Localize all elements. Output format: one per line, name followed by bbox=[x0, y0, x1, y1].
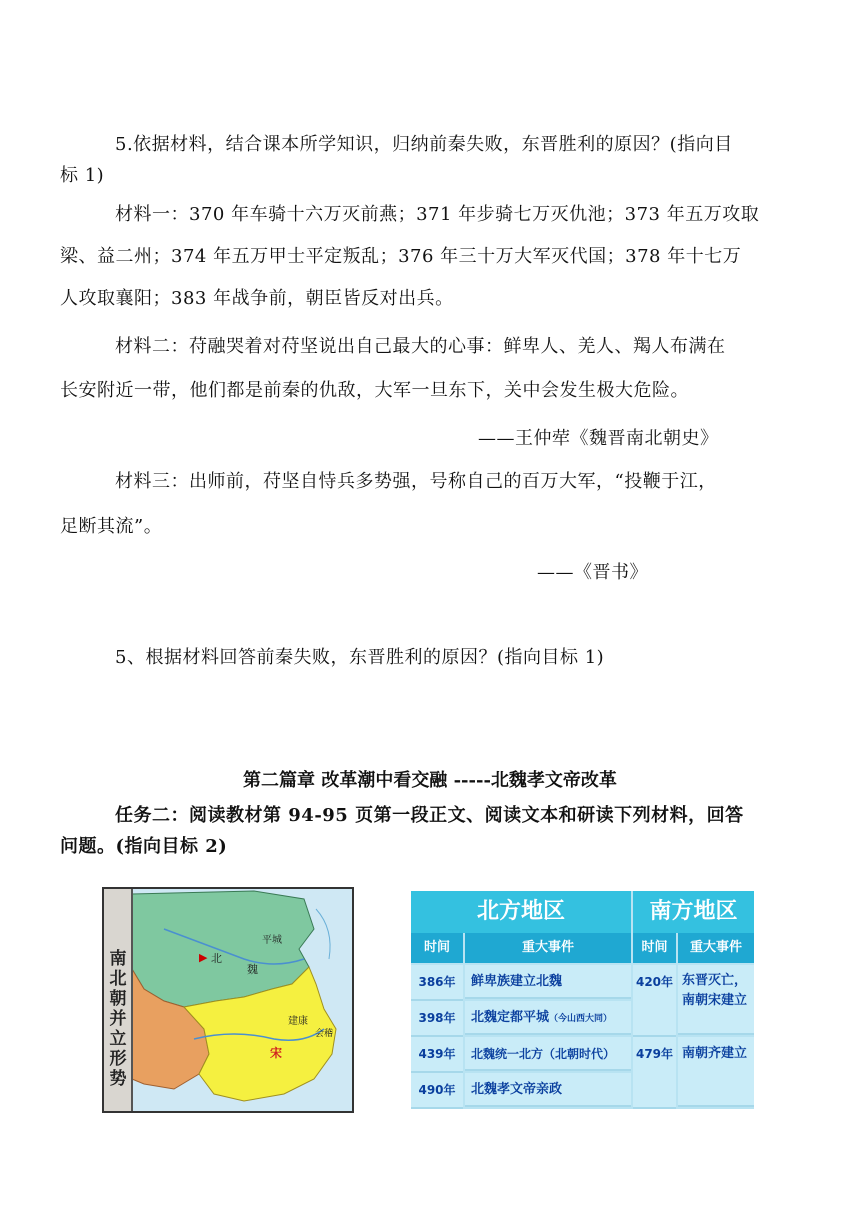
map-title-bar bbox=[104, 889, 133, 1111]
north-row-4-event: 北魏孝文帝亲政 bbox=[465, 1073, 631, 1107]
south-col-time: 时间 bbox=[633, 933, 676, 963]
answer-prompt: 5、根据材料回答前秦失败，东晋胜利的原因？(指向目标 1) bbox=[115, 647, 605, 668]
material-3-source: ——《晋书》 bbox=[537, 562, 648, 583]
material-1-line3: 人攻取襄阳；383 年战争前，朝臣皆反对出兵。 bbox=[60, 288, 454, 309]
map-label-song: 宋 bbox=[270, 1046, 283, 1060]
map-label-jiankang: 建康 bbox=[288, 1016, 308, 1027]
north-row-1-year: 386年 bbox=[411, 965, 463, 1001]
material-3-line2: 足断其流”。 bbox=[60, 516, 163, 537]
north-row-2-note: （今山西大同） bbox=[549, 1014, 613, 1024]
south-row-2-year: 479年 bbox=[633, 1037, 676, 1109]
south-row-1-year: 420年 bbox=[633, 965, 676, 1037]
task-2-line1: 任务二：阅读教材第 94-95 页第一段正文、阅读文本和研读下列材料，回答 bbox=[115, 805, 744, 826]
south-row-1-event-line1: 东晋灭亡， bbox=[682, 973, 748, 988]
north-row-1-event: 鲜卑族建立北魏 bbox=[465, 965, 631, 999]
map-label-pingcheng: 平城 bbox=[262, 935, 282, 946]
north-row-2-event bbox=[465, 1001, 631, 1035]
material-1-line1: 材料一：370 年车骑十六万灭前燕；371 年步骑七万灭仇池；373 年五万攻取 bbox=[115, 204, 760, 225]
task-2-line2: 问题。(指向目标 2) bbox=[60, 836, 228, 857]
north-col-time: 时间 bbox=[411, 933, 463, 963]
map-drawing bbox=[104, 889, 352, 1111]
north-region-header: 北方地区 bbox=[411, 891, 631, 933]
north-col-event: 重大事件 bbox=[465, 933, 631, 963]
material-2-line2: 长安附近一带，他们都是前秦的仇敌，大军一旦东下，关中会发生极大危险。 bbox=[60, 380, 689, 401]
south-col-event: 重大事件 bbox=[678, 933, 754, 963]
material-2-source: ——王仲荦《魏晋南北朝史》 bbox=[478, 428, 719, 449]
north-row-4-year: 490年 bbox=[411, 1073, 463, 1109]
chapter-title: 第二篇章 改革潮中看交融 -----北魏孝文帝改革 bbox=[243, 770, 617, 791]
southern-northern-dynasties-map bbox=[102, 887, 354, 1113]
map-title: 南北朝并立形势 bbox=[109, 949, 127, 1089]
north-row-3-year: 439年 bbox=[411, 1037, 463, 1073]
map-label-bei: 北 bbox=[211, 952, 222, 965]
question-5-line2: 标 1) bbox=[60, 165, 105, 186]
north-row-3-event: 北魏统一北方（北朝时代） bbox=[465, 1037, 631, 1071]
material-2-line1: 材料二：苻融哭着对苻坚说出自己最大的心事：鲜卑人、羌人、羯人布满在 bbox=[115, 336, 726, 357]
north-south-events-table bbox=[411, 891, 754, 1109]
south-row-2-event: 南朝齐建立 bbox=[678, 1037, 754, 1107]
map-label-wei: 魏 bbox=[247, 963, 258, 976]
south-row-1-event bbox=[678, 965, 754, 1035]
north-row-2-year: 398年 bbox=[411, 1001, 463, 1037]
material-1-line2: 梁、益二州；374 年五万甲士平定叛乱；376 年三十万大军灭代国；378 年十七万 bbox=[60, 246, 742, 267]
question-5-line1: 5.依据材料，结合课本所学知识，归纳前秦失败，东晋胜利的原因？(指向目 bbox=[115, 134, 733, 155]
map-marker-icon: ▶ bbox=[199, 951, 208, 964]
map-label-kuaiji: 会稽 bbox=[315, 1029, 334, 1039]
south-region-header: 南方地区 bbox=[633, 891, 754, 933]
material-3-line1: 材料三：出师前，苻坚自恃兵多势强，号称自己的百万大军，“投鞭于江， bbox=[115, 471, 717, 492]
north-row-2-event-text: 北魏定都平城 bbox=[471, 1010, 550, 1025]
south-row-1-event-line2: 南朝宋建立 bbox=[682, 993, 748, 1008]
